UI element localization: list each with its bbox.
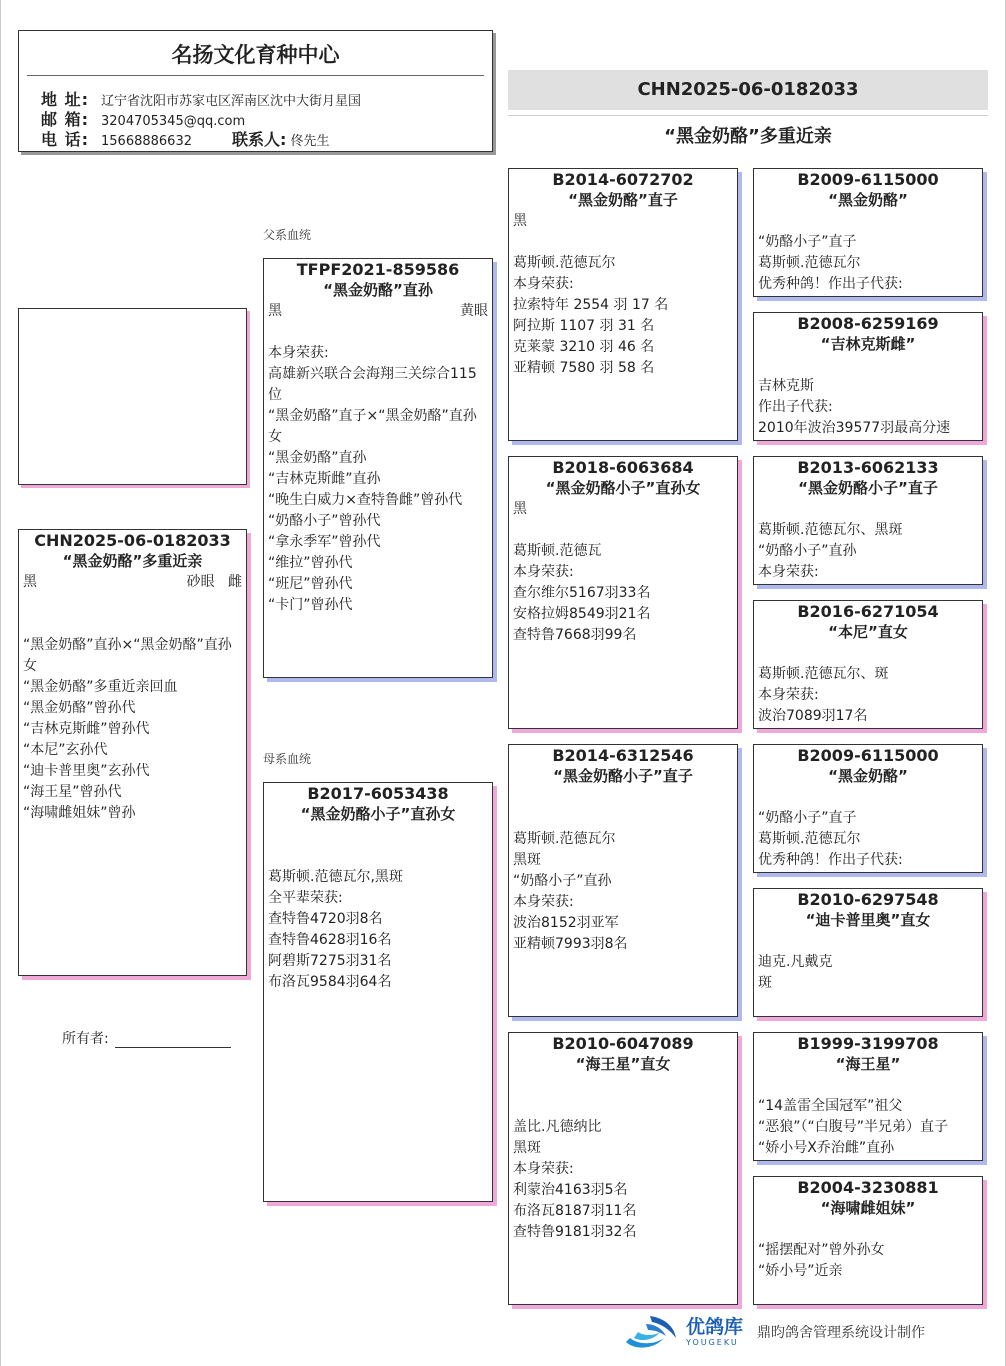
grandsire-paternal-card (508, 168, 738, 441)
ggp-line: “娇小号”近亲 (758, 1263, 843, 1279)
phone-value: 15668886632 (101, 134, 192, 149)
subject-line: “海王星”曾孙代 (23, 784, 122, 800)
owner-field (62, 1028, 231, 1048)
email-value: 3204705345@qq.com (101, 114, 246, 129)
sire-line: “班尼”曾孙代 (268, 576, 353, 592)
ggp-line: 优秀种鸽！作出子代获: (758, 276, 903, 292)
brand-name-en: YOUGEKU (686, 1337, 739, 1347)
ggp-card (753, 1176, 983, 1305)
dam-line: 查特鲁4720羽8名 (268, 911, 383, 927)
subject-line: “黑金奶酪”多重近亲回血 (23, 679, 178, 695)
ggp-line: 2010年波治39577羽最高分速 (758, 420, 951, 436)
gp-ring: B2018-6063684 (552, 458, 694, 477)
grandsire-maternal-card (508, 744, 738, 1017)
credit-text: 鼎昀鸽舍管理系统设计制作 (757, 1325, 926, 1341)
subject-card (18, 529, 247, 976)
gp-line: 本身荣获: (513, 564, 574, 580)
ggp-ring: B2013-6062133 (797, 458, 939, 477)
ggp-name: “黑金奶酪” (828, 191, 908, 209)
gp-line: 查特鲁9181羽32名 (513, 1224, 637, 1240)
ggp-ring: B2010-6297548 (797, 890, 939, 909)
subject-attrs (23, 572, 242, 593)
sire-line: 高雄新兴联合会海翔三关综合115位 (268, 366, 477, 403)
gp-line: 波治8152羽亚军 (513, 915, 619, 931)
ggp-card (753, 312, 983, 441)
gp-name: “黑金奶酪小子”直孙女 (545, 479, 701, 497)
gp-line: 黑 (513, 501, 527, 517)
sire-attrs (268, 301, 488, 322)
gp-ring: B2014-6312546 (552, 746, 694, 765)
subject-line: “吉林克斯雌”曾孙代 (23, 721, 150, 737)
ggp-line: “摇摆配对”曾外孙女 (758, 1242, 885, 1258)
gp-line: 安格拉姆8549羽21名 (513, 606, 651, 622)
ggp-line: “奶酪小子”直子 (758, 234, 857, 250)
ggp-ring: B2008-6259169 (797, 314, 939, 333)
sire-eye: 黄眼 (460, 303, 488, 319)
header-divider (508, 115, 988, 116)
ggp-name: “迪卡普里奥”直女 (805, 911, 931, 929)
ggp-line: “娇小号X乔治雌”直孙 (758, 1140, 895, 1156)
dam-line: 阿碧斯7275羽31名 (268, 953, 392, 969)
gp-line: 亚精顿 7580 羽 58 名 (513, 360, 655, 376)
gp-line: 拉索特年 2554 羽 17 名 (513, 297, 669, 313)
brand-logo-icon (620, 1312, 682, 1352)
phone-label: 电 话: (41, 130, 89, 149)
ggp-card (753, 600, 983, 729)
gp-line: 布洛瓦8187羽11名 (513, 1203, 637, 1219)
gp-line: 利蒙治4163羽5名 (513, 1182, 628, 1198)
owner-label: 所有者: (62, 1031, 109, 1047)
ggp-line: 斑 (758, 975, 772, 991)
gp-line: 阿拉斯 1107 羽 31 名 (513, 318, 655, 334)
ggp-name: “黑金奶酪” (828, 767, 908, 785)
subject-eye: 砂眼 (186, 574, 215, 590)
subject-line: “海啸雌姐妹”曾孙 (23, 805, 136, 821)
dam-line-label: 母系血统 (263, 752, 312, 766)
ggp-line: “奶酪小子”直孙 (758, 543, 857, 559)
gp-ring: B2010-6047089 (552, 1034, 694, 1053)
sire-line: “黑金奶酪”直孙 (268, 450, 367, 466)
ggp-line: 波治7089羽17名 (758, 708, 868, 724)
ggp-name: “海王星” (835, 1055, 901, 1073)
ggp-line: 葛斯顿.范德瓦尔、黑斑 (758, 522, 903, 538)
org-divider (27, 75, 484, 76)
phone-row (41, 127, 330, 150)
pigeon-photo-frame (18, 308, 247, 485)
address-value: 辽宁省沈阳市苏家屯区浑南区沈中大街月星国 (101, 94, 362, 109)
ggp-card (753, 888, 983, 1017)
subject-line: “迪卡普里奥”玄孙代 (23, 763, 150, 779)
ggp-line: 优秀种鸽！作出子代获: (758, 852, 903, 868)
ggp-line: 本身荣获: (758, 564, 819, 580)
address-label: 地 址: (41, 90, 89, 109)
brand-name: 优鸽库 (686, 1315, 744, 1338)
ggp-ring: B2016-6271054 (797, 602, 939, 621)
pigeon-name-header: “黑金奶酪”多重近亲 (664, 126, 832, 147)
subject-ring: CHN2025-06-0182033 (34, 531, 231, 550)
ggp-line: “14盖雷全国冠军”祖父 (758, 1098, 903, 1114)
gp-line: 葛斯顿.范德瓦 (513, 543, 602, 559)
ggp-card (753, 744, 983, 873)
gp-line: 亚精顿7993羽8名 (513, 936, 628, 952)
brand-text (686, 1317, 743, 1348)
sire-line: “奶酪小子”曾孙代 (268, 513, 381, 529)
subject-name: “黑金奶酪”多重近亲 (62, 552, 203, 570)
sire-color: 黑 (268, 303, 282, 319)
ggp-ring: B2004-3230881 (797, 1178, 939, 1197)
gp-line: “奶酪小子”直孙 (513, 873, 612, 889)
sire-line-label: 父系血统 (263, 228, 312, 242)
gp-name: “黑金奶酪小子”直子 (553, 767, 693, 785)
gp-line: 黑 (513, 213, 527, 229)
ggp-line: 迪克.凡戴克 (758, 954, 833, 970)
gp-line: 本身荣获: (513, 1161, 574, 1177)
gp-line: 黑斑 (513, 1140, 541, 1156)
ggp-ring: B2009-6115000 (797, 170, 939, 189)
contact-label: 联系人: (231, 130, 287, 149)
ggp-name: “海啸雌姐妹” (820, 1199, 916, 1217)
contact-value: 佟先生 (290, 134, 330, 149)
org-info-box (18, 30, 493, 152)
sire-line: 本身荣获: (268, 345, 329, 361)
subject-line: “本尼”玄孙代 (23, 742, 108, 758)
subject-line: “黑金奶酪”曾孙代 (23, 700, 136, 716)
granddam-maternal-card (508, 1032, 738, 1305)
ggp-line: 葛斯顿.范德瓦尔、斑 (758, 666, 889, 682)
email-label: 邮 箱: (41, 110, 89, 129)
gp-line: 本身荣获: (513, 894, 574, 910)
dam-line: 葛斯顿.范德瓦尔,黑斑 (268, 869, 403, 885)
subject-line: “黑金奶酪”直孙×“黑金奶酪”直孙女 (23, 637, 232, 674)
sire-line: “吉林克斯雌”直孙 (268, 471, 381, 487)
ggp-name: “吉林克斯雌” (820, 335, 916, 353)
ggp-card (753, 1032, 983, 1161)
ggp-ring: B2009-6115000 (797, 746, 939, 765)
gp-line: 黑斑 (513, 852, 541, 868)
ggp-card (753, 168, 983, 297)
gp-line: 克莱蒙 3210 羽 46 名 (513, 339, 655, 355)
ggp-line: 吉林克斯 (758, 378, 814, 394)
sire-line: “黑金奶酪”直子×“黑金奶酪”直孙女 (268, 408, 477, 445)
subject-sex: 雌 (228, 574, 242, 590)
gp-name: “海王星”直女 (575, 1055, 671, 1073)
ggp-name: “黑金奶酪小子”直子 (798, 479, 938, 497)
sire-line: “拿永季军”曾孙代 (268, 534, 381, 550)
gp-line: 查尔维尔5167羽33名 (513, 585, 651, 601)
dam-line: 布洛瓦9584羽64名 (268, 974, 392, 990)
ggp-line: 作出子代获: (758, 399, 833, 415)
gp-line: 本身荣获: (513, 276, 574, 292)
subject-color: 黑 (23, 574, 37, 590)
gp-line: 葛斯顿.范德瓦尔 (513, 255, 616, 271)
gp-line: 葛斯顿.范德瓦尔 (513, 831, 616, 847)
sire-card (263, 258, 493, 678)
sire-ring: TFPF2021-859586 (296, 260, 460, 279)
dam-line: 查特鲁4628羽16名 (268, 932, 392, 948)
ggp-line: 本身荣获: (758, 687, 819, 703)
gp-line: 查特鲁7668羽99名 (513, 627, 637, 643)
ggp-ring: B1999-3199708 (797, 1034, 939, 1053)
gp-name: “黑金奶酪”直子 (568, 191, 678, 209)
dam-card (263, 782, 493, 1202)
dam-name: “黑金奶酪小子”直孙女 (300, 805, 456, 823)
ggp-card (753, 456, 983, 585)
ggp-name: “本尼”直女 (828, 623, 908, 641)
sire-line: “卡门”曾孙代 (268, 597, 353, 613)
ggp-line: “恶狼”（“白腹号”半兄弟）直子 (758, 1119, 949, 1135)
dam-line: 全平辈荣获: (268, 890, 343, 906)
sire-line: “维拉”曾孙代 (268, 555, 353, 571)
ggp-line: 葛斯顿.范德瓦尔 (758, 831, 861, 847)
ggp-line: “奶酪小子”直子 (758, 810, 857, 826)
gp-ring: B2014-6072702 (552, 170, 694, 189)
dam-ring: B2017-6053438 (307, 784, 449, 803)
sire-line: “晚生白威力×查特鲁雌”曾孙代 (268, 492, 463, 508)
pigeon-ring-header: CHN2025-06-0182033 (508, 70, 988, 110)
org-name: 名扬文化育种中心 (171, 43, 340, 67)
gp-line: 盖比.凡德纳比 (513, 1119, 602, 1135)
ggp-line: 葛斯顿.范德瓦尔 (758, 255, 861, 271)
sire-name: “黑金奶酪”直孙 (323, 281, 433, 299)
granddam-paternal-card (508, 456, 738, 729)
footer (620, 1312, 990, 1352)
owner-blank (115, 1032, 231, 1048)
